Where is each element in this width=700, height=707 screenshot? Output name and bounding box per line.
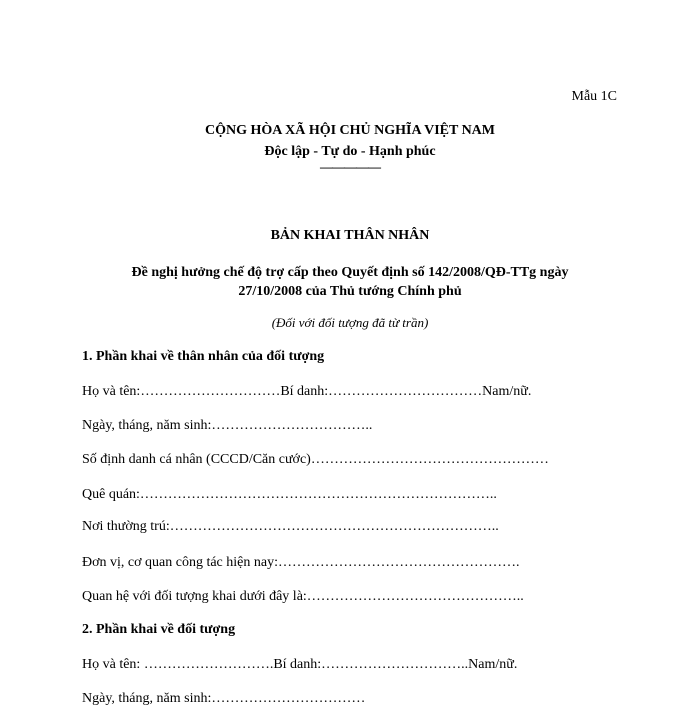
nation-heading: CỘNG HÒA XÃ HỘI CHỦ NGHĨA VIỆT NAM xyxy=(204,123,495,138)
subtitle-line-2: 27/10/2008 của Thủ tướng Chính phủ xyxy=(238,284,462,299)
document-subtitle xyxy=(0,263,700,301)
form-line-id-number: Số định danh cá nhân (CCCD/Căn cước)…………………………………………… xyxy=(82,452,549,467)
form-line-workplace: Đơn vị, cơ quan công tác hiện nay:……………………………………………. xyxy=(82,555,520,570)
form-code: Mẫu 1C xyxy=(571,89,617,104)
header-separator: ————— xyxy=(320,159,380,174)
form-line-birthdate: Ngày, tháng, năm sinh:…………………………….. xyxy=(82,418,373,433)
form-line-name: Họ và tên:…………………………Bí danh:……………………………Nam/nữ. xyxy=(82,384,532,399)
form-line-subject-name: Họ và tên: ……………………….Bí danh:…………………………..Nam/nữ. xyxy=(82,657,518,672)
form-line-residence: Nơi thường trú:…………………………………………………………….. xyxy=(82,519,499,534)
document-note: (Đối với đối tượng đã từ trần) xyxy=(271,315,429,330)
section-1-heading: 1. Phần khai về thân nhân của đối tượng xyxy=(82,349,325,364)
document-title: BẢN KHAI THÂN NHÂN xyxy=(270,228,430,243)
form-line-relationship: Quan hệ với đối tượng khai dưới đây là:……………………………………….. xyxy=(82,589,524,604)
motto: Độc lập - Tự do - Hạnh phúc xyxy=(264,144,436,159)
form-line-subject-birthdate: Ngày, tháng, năm sinh:…………………………… xyxy=(82,691,366,706)
section-2-heading: 2. Phần khai về đối tượng xyxy=(82,622,236,637)
form-line-hometown: Quê quán:………………………………………………………………….. xyxy=(82,487,497,502)
subtitle-line-1: Đề nghị hưởng chế độ trợ cấp theo Quyết định số 142/2008/QĐ-TTg ngày xyxy=(131,265,569,280)
